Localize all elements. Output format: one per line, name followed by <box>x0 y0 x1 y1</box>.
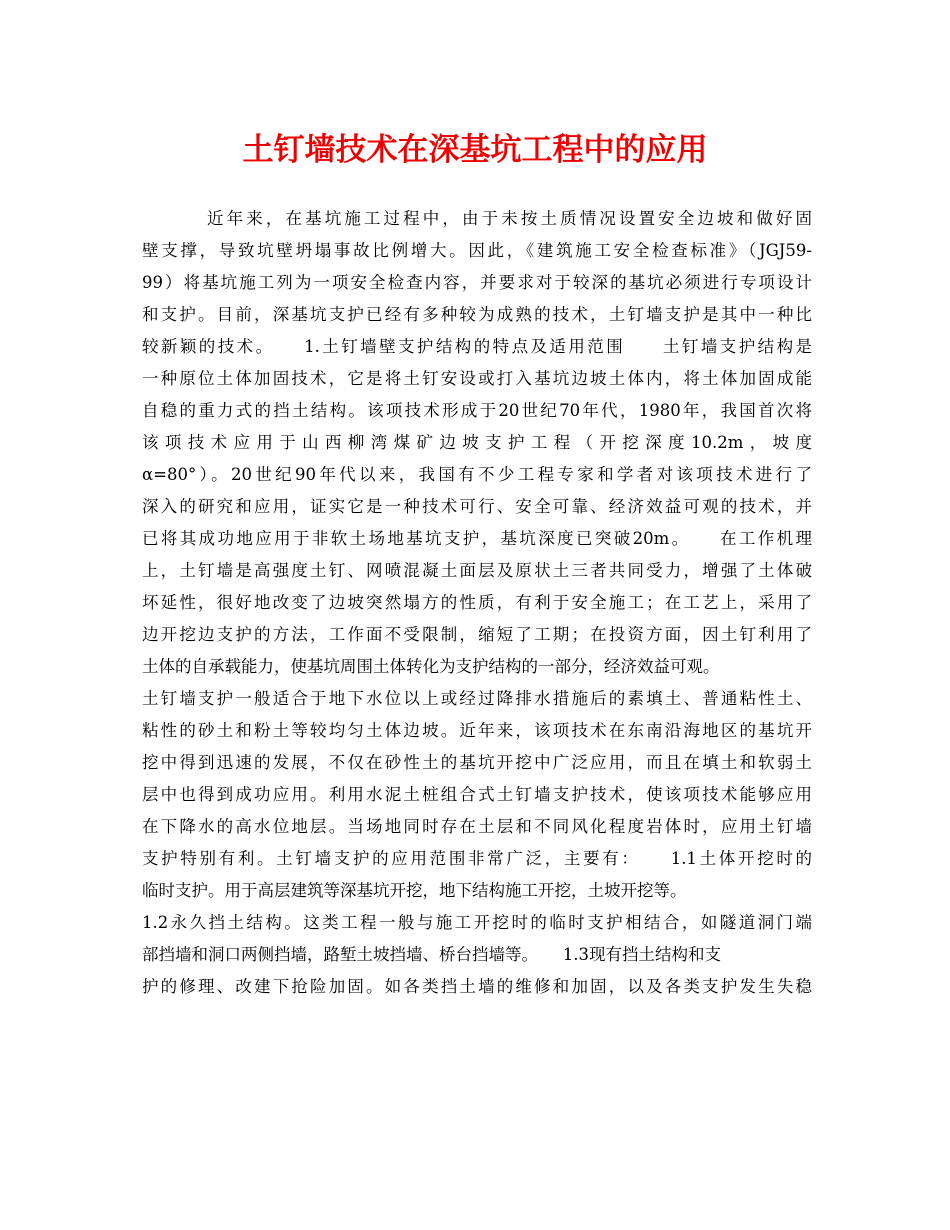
body-line: 99）将基坑施工列为一项安全检查内容，并要求对于较深的基坑必须进行专项设计 <box>142 273 812 292</box>
body-line: 和支护。目前，深基坑支护已经有多种较为成熟的技术，土钉墙支护是其中一种比 <box>142 305 812 324</box>
body-line: 1.2永久挡土结构。这类工程一般与施工开挖时的临时支护相结合，如隧道洞门端 <box>142 913 812 932</box>
document-title: 土钉墙技术在深基坑工程中的应用 <box>242 132 708 168</box>
body-line: 粘性的砂土和粉土等较均匀土体边坡。近年来，该项技术在东南沿海地区的基坑开 <box>142 721 812 740</box>
body-line: 近年来，在基坑施工过程中，由于未按土质情况设置安全边坡和做好固 <box>207 209 812 228</box>
body-line: 一种原位土体加固技术，它是将土钉安设或打入基坑边坡土体内，将土体加固成能 <box>142 369 812 388</box>
body-line: 已将其成功地应用于非软土场地基坑支护，基坑深度已突破20m。 在工作机理 <box>142 529 812 548</box>
body-line: 在下降水的高水位地层。当场地同时存在土层和不同风化程度岩体时，应用土钉墙 <box>142 817 812 836</box>
body-line: 临时支护。用于高层建筑等深基坑开挖，地下结构施工开挖，土坡开挖等。 <box>142 881 687 900</box>
body-line: 部挡墙和洞口两侧挡墙，路堑土坡挡墙、桥台挡墙等。 1.3现有挡土结构和支 <box>142 945 721 964</box>
body-line: 层中也得到成功应用。利用水泥土桩组合式土钉墙支护技术，使该项技术能够应用 <box>142 785 812 804</box>
body-line: 该项技术应用于山西柳湾煤矿边坡支护工程（开挖深度10.2m，坡度 <box>142 433 812 452</box>
body-line: 挖中得到迅速的发展，不仅在砂性土的基坑开挖中广泛应用，而且在填土和软弱土 <box>142 753 812 772</box>
body-line: 土体的自承载能力，使基坑周围土体转化为支护结构的一部分，经济效益可观。 <box>142 657 720 676</box>
body-line: 壁支撑，导致坑壁坍塌事故比例增大。因此，《建筑施工安全检查标准》（JGJ59- <box>142 241 812 260</box>
body-line: 较新颖的技术。 1.土钉墙壁支护结构的特点及适用范围 土钉墙支护结构是 <box>142 337 812 356</box>
document-body <box>142 203 812 1003</box>
body-line: 护的修理、改建下抢险加固。如各类挡土墙的维修和加固，以及各类支护发生失稳 <box>142 977 812 996</box>
body-line: 支护特别有利。土钉墙支护的应用范围非常广泛，主要有： 1.1土体开挖时的 <box>142 849 812 868</box>
body-line: 坏延性，很好地改变了边坡突然塌方的性质，有利于安全施工；在工艺上，采用了 <box>142 593 812 612</box>
body-line: 深入的研究和应用，证实它是一种技术可行、安全可靠、经济效益可观的技术，并 <box>142 497 812 516</box>
body-line: 边开挖边支护的方法，工作面不受限制，缩短了工期；在投资方面，因土钉利用了 <box>142 625 812 644</box>
body-line: 自稳的重力式的挡土结构。该项技术形成于20世纪70年代，1980年，我国首次将 <box>142 401 812 420</box>
body-line: 土钉墙支护一般适合于地下水位以上或经过降排水措施后的素填土、普通粘性土、 <box>142 689 812 708</box>
body-line: α=80°）。20世纪90年代以来，我国有不少工程专家和学者对该项技术进行了 <box>142 465 812 484</box>
body-line: 上，土钉墙是高强度土钉、网喷混凝土面层及原状土三者共同受力，增强了土体破 <box>142 561 812 580</box>
